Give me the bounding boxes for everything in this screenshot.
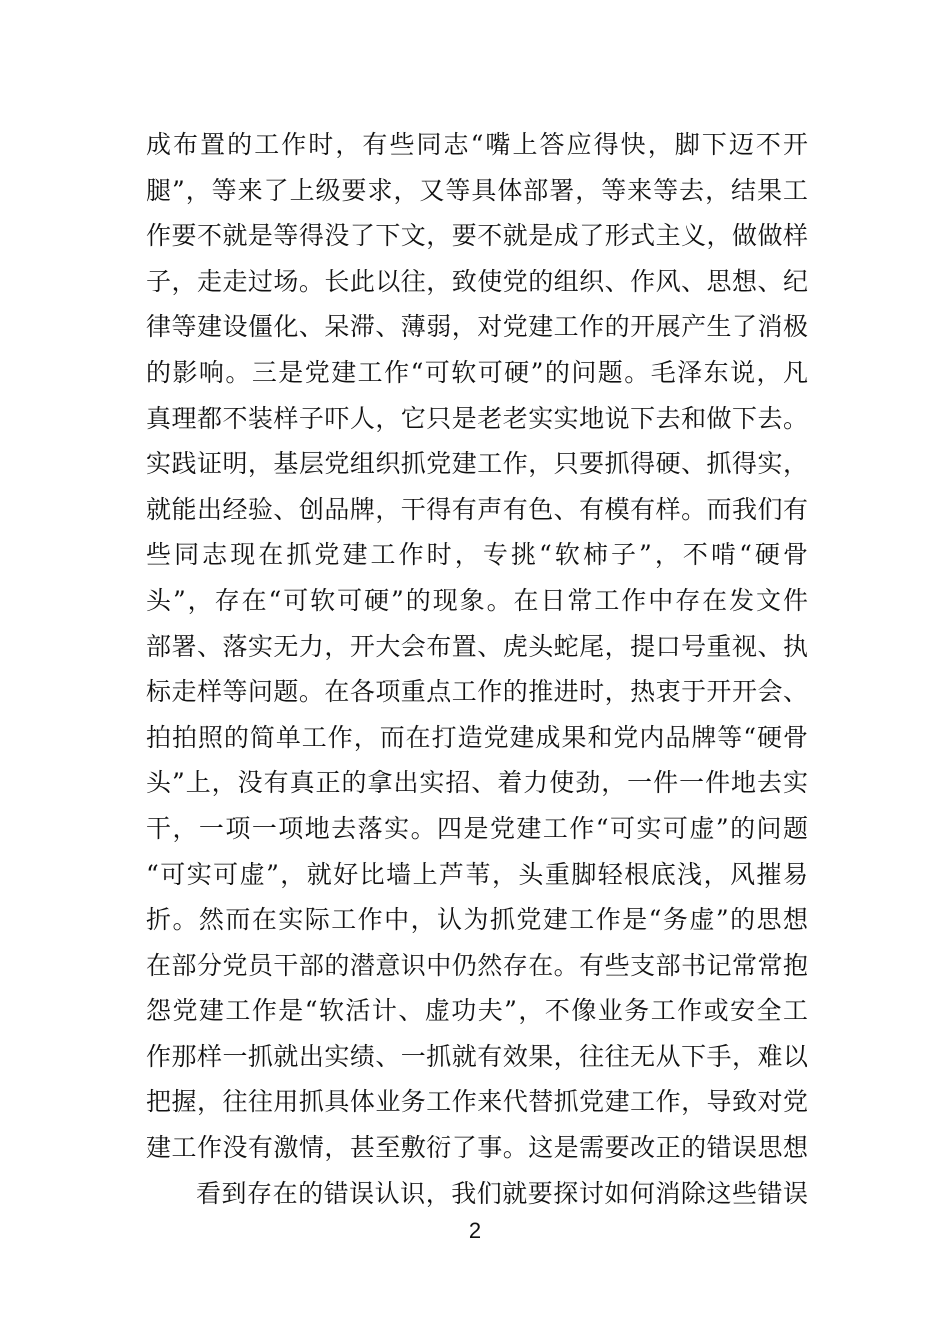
text-line: 就能出经验、创品牌，干得有声有色、有模有样。而我们有 (146, 494, 808, 524)
text-line: 真理都不装样子吓人，它只是老老实实地说下去和做下去。 (146, 403, 808, 433)
text-line: 腿”，等来了上级要求，又等具体部署，等来等去，结果工 (146, 175, 808, 205)
text-line: 作那样一抓就出实绩、一抓就有效果，往往无从下手，难以 (146, 1041, 808, 1071)
text-line: 子，走走过场。长此以往，致使党的组织、作风、思想、纪 (146, 266, 808, 296)
text-line: 作要不就是等得没了下文，要不就是成了形式主义，做做样 (146, 221, 808, 251)
paragraph-start-line: 看到存在的错误认识，我们就要探讨如何消除这些错误 (196, 1178, 808, 1208)
text-line: “可实可虚”，就好比墙上芦苇，头重脚轻根底浅，风摧易 (146, 859, 808, 889)
page-number: 2 (468, 1218, 482, 1243)
text-line: 在部分党员干部的潜意识中仍然存在。有些支部书记常常抱 (146, 950, 808, 980)
body-text (146, 122, 808, 1216)
text-line: 拍拍照的简单工作，而在打造党建成果和党内品牌等“硬骨 (146, 722, 808, 752)
text-line: 实践证明，基层党组织抓党建工作，只要抓得硬、抓得实， (146, 449, 808, 479)
text-line: 些同志现在抓党建工作时，专挑“软柿子”，不啃“硬骨 (146, 540, 808, 570)
text-line: 律等建设僵化、呆滞、薄弱，对党建工作的开展产生了消极 (146, 312, 808, 342)
text-line: 的影响。三是党建工作“可软可硬”的问题。毛泽东说，凡 (146, 357, 808, 387)
text-line: 部署、落实无力，开大会布置、虎头蛇尾，提口号重视、执 (146, 631, 808, 661)
text-line: 成布置的工作时，有些同志“嘴上答应得快，脚下迈不开 (146, 130, 808, 159)
text-line: 头”，存在“可软可硬”的现象。在日常工作中存在发文件 (146, 585, 808, 615)
text-line: 标走样等问题。在各项重点工作的推进时，热衷于开开会、 (146, 677, 808, 707)
text-line: 怨党建工作是“软活计、虚功夫”，不像业务工作或安全工 (146, 996, 808, 1026)
text-line: 把握，往往用抓具体业务工作来代替抓党建工作，导致对党 (146, 1087, 808, 1117)
text-line: 头”上，没有真正的拿出实招、着力使劲，一件一件地去实 (146, 768, 808, 798)
text-line: 折。然而在实际工作中，认为抓党建工作是“务虚”的思想 (146, 905, 808, 935)
text-line: 干，一项一项地去落实。四是党建工作“可实可虚”的问题 (146, 813, 808, 843)
text-line: 建工作没有激情，甚至敷衍了事。这是需要改正的错误思想 (146, 1133, 808, 1163)
